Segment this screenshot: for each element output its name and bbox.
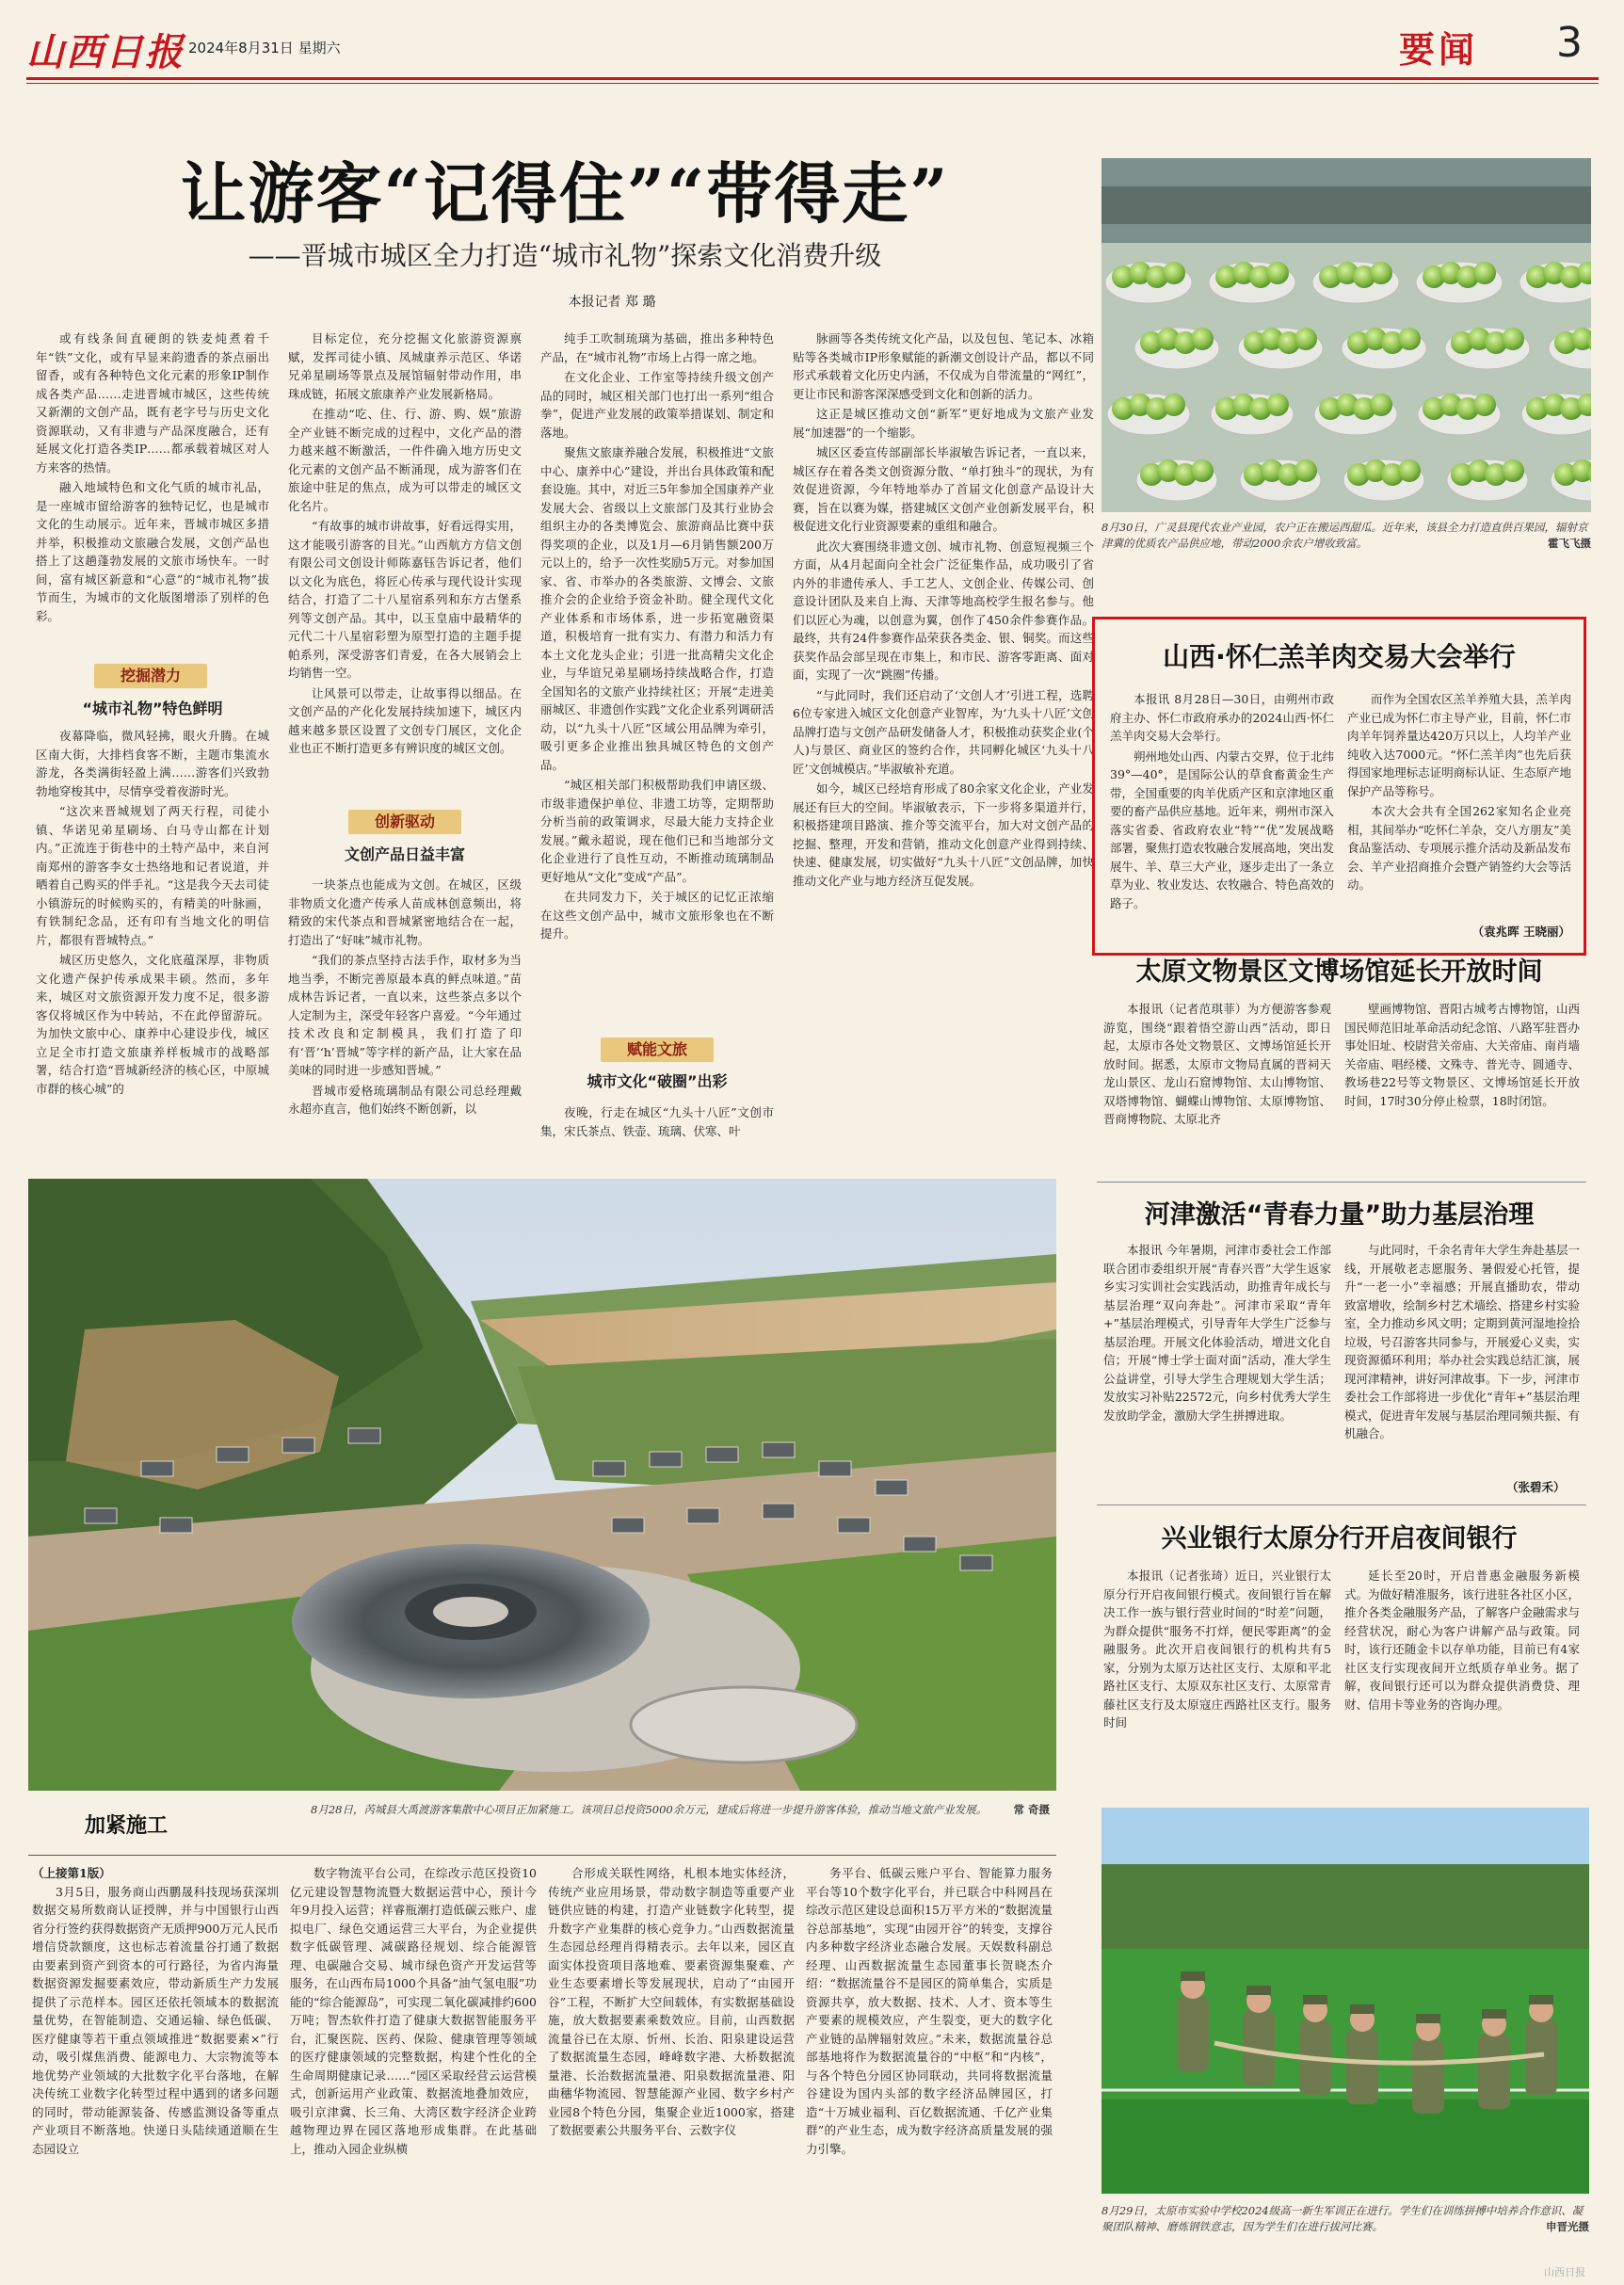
paragraph: 聚焦文旅康养融合发展，积极推进“文旅中心、康养中心”建设，并出台具体政策和配套设施。其中，对近三5年参加全国康养产业发展大会、省级以上文旅部门及其行业协会组织主办的各类博览会、旅游商品比赛中获得奖项的企业，以及1月—6月销售额200万元以上的，给予一次性奖励5万元。对参加国家、省、市举办的各类旅游、文博会、文旅推介会的企业给予资金补助。健全现代文化产业体系和市场体系，进一步拓宽融资渠道，积极培育一批有实力、有潜力和活力有本土文化龙头企业；引进一批高精尖文化企业，与华谊兄弟星刷场持续战略合作，打造全国知名的文旅产业持续社区；开展“走进美丽城区、非遗创作实践”文化企业系列调研活动，以“九头十八匠”区域公用品牌为牵引，吸引更多企业推出独具城区特色的文创产品。: [540, 445, 774, 772]
paragraph: 3月5日，服务商山西鹏晟科技现场获深圳数据交易所数商认证授牌，并与中国银行山西省分行签约获得数据资产无质押900万元人民币增信贷款额度，这也标志着流量谷打通了数据由要素到资产到资本的可行路径，为省内海量数据资源发掘要素效应，带动新质生产力发展提供了示范样本。园区还依托领域本的数据流量优势，在智能制造、交通运输、绿色低碳、医疗健康等若干重点领域推进“数据要素×”行动，吸引煤焦消费、能源电力、大宗物流等本地优势产业领域的大批数字化平台落地，在解决传统工业数字化转型过程中遇到的诸多问题的同时，带动能源装备、传感监测设备等重点产业项目不断落地。快递日头陆续通道顺在生态园设立: [32, 1884, 279, 2156]
photo-construction: [28, 1179, 1056, 1791]
photo-credit: 常 奇摄: [1013, 1803, 1050, 1816]
photo-melons: [1101, 158, 1591, 512]
training-photo-illustration: [1101, 1808, 1589, 2194]
continued-column-3: [548, 1864, 795, 2264]
paragraph: 一块茶点也能成为文创。在城区，区级非物质文化遗产传承人苗成林创意频出，将精致的宋代茶点和晋城紧密地结合在一起，打造出了“好味”城市礼物。: [288, 877, 522, 947]
melon-photo-illustration: [1101, 158, 1591, 512]
paragraph: 城区历史悠久，文化底蕴深厚，非物质文化遗产保护传承成果丰硕。然而，多年来，城区对文旅资源开发力度不足，很多游客仅将城区作为中转站，不在此停留游玩。为加快文旅中心、康养中心建设步伐，城区立足全市打造文旅康养样板城市的战略部署，结合打造“晋城新经济的核心区，中原城市群的核心城”的: [36, 953, 269, 1096]
section-tag-1: 挖掘潜力: [94, 664, 207, 688]
lead-column-4: [793, 330, 1094, 1175]
paragraph: 而作为全国农区羔羊养殖大县，羔羊肉产业已成为怀仁市主导产业，目前，怀仁市肉羊年饲养量达420万只以上，人均羊产业纯收入达7000元。“怀仁羔羊肉”也先后获得国家地理标志证明商标认证、生态原产地保护产品等称号。: [1347, 692, 1571, 798]
paragraph: 或有线条间直硬朗的铁麦炖煮着千年“铁”文化，或有早显来韵遗香的茶点丽出留香，或有各种特色文化元素的形象IP制作成各类产品……走进晋城市城区，这些传统又新潮的文创产品，既有老字号与历史文化资源联动，又有非遗与产品深度融合，还有延展文化打造各类IP……都承载着城区对人方来客的热情。: [36, 331, 269, 475]
issue-date: 2024年8月31日 星期六: [188, 40, 341, 56]
photo-military-training: [1101, 1808, 1589, 2194]
masthead-rule-thin: [26, 83, 1599, 84]
lead-column-2b: [288, 876, 522, 1175]
paragraph: 延长至20时，开启普惠金融服务新模式。为做好精准服务，该行进驻各社区小区，推介各类金融服务产品，了解客户金融需求与经营状况，耐心为客户讲解产品与政策。同时，该行还随金卡以存单功能，目前已有4家社区支行实现夜间开立纸质存单业务。据了解，夜间银行还可以为群众提供消费贷、理财、信用卡等业务的咨询办理。: [1344, 1569, 1580, 1712]
paragraph: 晋城市爱格琉璃制品有限公司总经理戴永超亦直言，他们始终不断创新，以: [288, 1083, 522, 1116]
photo-construction-label: 加紧施工: [85, 1814, 169, 1838]
newspaper-logo: 山西日报: [26, 30, 185, 74]
paragraph: 在共同发力下，关于城区的记忆正浓缩在这些文创产品中，城市文旅形象也在不断提升。: [540, 890, 774, 941]
lead-title: 让游客“记得住”“带得走”: [180, 154, 950, 233]
paragraph: 目标定位，充分挖掘文化旅游资源禀赋，发挥司徒小镇、凤城康养示范区、华诺兄弟星刷场等景点及展馆辐射带动作用，串珠成链，拓展文旅康养产业发展新格局。: [288, 331, 522, 401]
lead-byline: 本报记者 郑 璐: [568, 295, 656, 310]
article-huairen-col-1: [1110, 690, 1334, 944]
caption-text: 8月30日，广灵县现代农业产业园，农户正在搬运西甜瓜。近年来，该县全力打造直供百果园，辐射京津冀的优质农产品供应地，带动2000余农户增收致富。: [1101, 521, 1588, 550]
subhead-2: 文创产品日益丰富: [344, 845, 465, 863]
paragraph: 脉画等各类传统文化产品，以及包包、笔记本、冰箱贴等各类城市IP形象赋能的新潮文创设计产品，都以不同形式承载着文化历史内涵，不仅成为自带流量的“网红”，更让市民和游客深深感受到文化和创新的活力。: [793, 331, 1094, 401]
article-taiyuan-title: 太原文物景区文博场馆延长开放时间: [1135, 957, 1543, 987]
paragraph: “城区相关部门积极帮助我们申请区级、市级非遗保护单位、非遗工坊等，定期帮助分析当前的政策调求，尽最大能力支持企业发展。”戴永超说，现在他们已和当地部分文化企业进行了良性互动，不断推动琉璃制品更好地从“文化”变成“产品”。: [540, 778, 774, 884]
subhead-3: 城市文化“破圈”出彩: [587, 1072, 728, 1090]
article-hejin-col-1: [1103, 1241, 1331, 1497]
article-huairen-col-2: [1347, 690, 1571, 916]
paragraph: 城区区委宣传部副部长毕淑敏告诉记者，一直以来，城区存在着各类文创资源分散、“单打独斗”的现状，为有效促进资源，今年特地举办了首届文化创意产品设计大赛，旨在以赛为媒，搭建城区文创产业创新发展平台，积极促进文化行业资源要素的重组和融合。: [793, 445, 1094, 533]
paragraph: 本报讯 今年暑期，河津市委社会工作部联合团市委组织开展“青春兴晋”大学生返家乡实习实训社会实践活动，助推青年成长与基层治理“双向奔赴”。河津市采取“青年+”基层治理模式，引导青年大学生广泛参与基层治理。开展文化体验活动，增进文化自信；开展“博士学士面对面”活动，准大学生公益讲堂，引导大学生合理规划大学生活；发放实习补贴22572元，向乡村优秀大学生发放助学金，激励大学生拼搏进取。: [1103, 1243, 1331, 1423]
paragraph: 本报讯（记者范琪菲）为方便游客参观游览，围绕“跟着悟空游山西”活动，即日起，太原市各处文物景区、文博场馆延长开放时间。据悉，太原市文物局直属的晋祠天龙山景区、龙山石窟博物馆、太山博物馆、双塔博物馆、蝴蝶山博物馆、太原博物馆、晋商博物院、太原北齐: [1103, 1002, 1331, 1126]
section-tag-2: 创新驱动: [348, 810, 461, 834]
lead-column-1: [36, 330, 269, 645]
paragraph: 夜晚，行走在城区“九头十八匠”文创市集，宋氏茶点、铁壶、琉璃、伏寒、叶: [540, 1105, 774, 1138]
continued-label: （上接第1版）: [32, 1866, 111, 1880]
lead-column-3b: [540, 1103, 774, 1175]
photo-credit: 申晋光摄: [1546, 2220, 1589, 2233]
paragraph: 本次大会共有全国262家知名企业亮相，其间举办“吃怀仁羊杂，交八方朋友”美食品鉴活动、专项展示推介活动及新品发布会、羊产业招商推介会暨产销签约大会等活动。: [1347, 804, 1571, 892]
paragraph: 壁画博物馆、晋阳古城考古博物馆，山西国民师范旧址革命活动纪念馆、八路军驻晋办事处旧址、校尉营关帝庙、大关帝庙、南肖墙关帝庙、唱经楼、文殊寺、普光寺、圆通寺、教场巷22号等文物景区、文博场馆延长开放时间，17时30分停止检票，18时闭馆。: [1344, 1002, 1580, 1108]
article-xingye-col-2: [1344, 1567, 1580, 1785]
paragraph: 合形成关联性网络，札根本地实体经济，传统产业应用场景，带动数字制造等重要产业链供应链的构建，打造产业链数字化转型，提升数字产业集群的核心竞争力。”山西数据流量生态园总经理肖得精表示。去年以来，园区直面实体投资项目落地难、要素资源集聚难、产业生态要素增长等发展现状，启动了“由园开谷”工程，不断扩大空间载体，有实数据基础设施，放大数据要素乘数效应。目前，山西数据流量谷已在太原、忻州、长治、阳泉建设运营了数据流量生态园，峰峰数字港、大桥数据流量港、长治数据流量港、阳泉数据流量港、阳曲穗华物流园、智慧能源产业园、数字乡村产业园8个特色分园，集聚企业近1000家，搭建了数据要素公共服务平台、云数字仪: [548, 1866, 795, 2137]
paragraph: “这次来晋城规划了两天行程，司徒小镇、华诺见弟星刷场、白马寺山都在计划内。”正流连于街巷中的土特产品中，来自河南郑州的游客李女士热络地和记者说道，并晒着自己购买的伴手礼。“这是我今天去司徒小镇游玩的时候购买的，有精美的叶脉画，有铁制纪念品，还有印有当地文化的明信片，都很有晋城特点。”: [36, 804, 269, 947]
construction-photo-illustration: [28, 1179, 1056, 1791]
paragraph: 与此同时，千余名青年大学生奔赴基层一线，开展敬老志愿服务、暑假爱心托管，提升“一老一小”幸福感；开展直播助农，带动致富增收，绘制乡村艺术墙绘、搭建乡村实验室，全力推动乡风文明；定期到黄河湿地捡拾垃圾，号召游客共同参与，开展爱心义卖，实现资源循环利用；举办社会实践总结汇演，展现河津精神，讲好河津故事。下一步，河津市委社会工作部将进一步优化“青年+”基层治理模式，促进青年发展与基层治理同频共振、有机融合。: [1344, 1243, 1580, 1440]
paragraph: 在推动“吃、住、行、游、购、娱”旅游全产业链不断完成的过程中，文化产品的潜力越来越不断激活，一件件确入地方历史文化元素的文创产品不断涌现，成为游客们在旅途中驻足的焦点，成为可以带走的城区文化名片。: [288, 407, 522, 513]
paragraph: 夜幕降临，微风轻拂，眼火升腾。在城区南大街，大排档食客不断，主题市集流水游龙，各类满街轻盈上满……游客们兴致勃勃地穿梭其中，尽情享受着夜游时光。: [36, 729, 269, 798]
paragraph: 融入地域特色和文化气质的城市礼品，是一座城市留给游客的独特记忆，也是城市文化的生动展示。近年来，晋城市城区多措并举，积极推动文旅融合发展，文创产品也搭上了这趟蓬勃发展的文旅市场快车。一时间，富有城区新意和“心意”的“城市礼物”拔节而生，为城市的文化版图增添了别样的色彩。: [36, 480, 269, 623]
paragraph: 本报讯（记者张琦）近日，兴业银行太原分行开启夜间银行模式。夜间银行旨在解决工作一族与银行营业时间的“时差”问题，为群众提供“服务不打烊，便民零距离”的金融服务。此次开启夜间银行的机构共有5家，分别为太原万达社区支行、太原和平北路社区支行、太原双东社区支行、太原常青藤社区支行及太原寇庄西路社区支行。服务时间: [1103, 1569, 1331, 1730]
article-hejin-title: 河津激活“青春力量”助力基层治理: [1144, 1200, 1535, 1230]
article-hejin-credit: （张碧禾）: [1506, 1480, 1566, 1494]
photo-credit: 霍飞飞摄: [1548, 537, 1591, 550]
watermark: 山西日报: [1544, 2266, 1585, 2278]
paragraph: 如今，城区已经培育形成了80余家文化企业，产业发展还有巨大的空间。毕淑敏表示，下一步将多渠道并行，积极搭建项目路演、推介等交流平台，加大对文创产品的挖掘、整理，开发和营销，推动文化创意产业得到持续、快速、健康发展，切实做好“九头十八匠”文创品牌，加快推动文化产业与地方经济互促发展。: [793, 781, 1094, 888]
page-number: 3: [1556, 19, 1583, 67]
continued-column-4: [806, 1864, 1053, 2264]
article-huairen-credit: （袁兆晖 王晓丽）: [1471, 925, 1570, 939]
paragraph: “有故事的城市讲故事，好看远得实用，这才能吸引游客的目光。”山西航方方信文创有限公司文创设计师陈嘉钰告诉记者，他们以文化为底色，将匠心传承与现代设计实现结合，打造了二十八星宿系列和东方古堡系列等文创产品。其中，以玉皇庙中最精华的元代二十八星宿彩塑为原型打造的主题手提帕系列，深受游客们青爱，在各大展销会上均销售一空。: [288, 519, 522, 680]
photo-military-caption: [1101, 2203, 1589, 2235]
paragraph: 朔州地处山西、内蒙古交界，位于北纬39°—40°，是国际公认的草食畜黄金生产带，全国重要的肉羊优质产区和京津地区重要的畜产品供应基地。近年来，朔州市深入落实省委、省政府农业“特”“优”发展战略部署，聚焦打造农牧融合发展高地，突出发展牛、羊、草三大产业，逐步走出了一条立草为业、牧业发达、农牧融合、特色高效的路子。: [1110, 748, 1334, 910]
paragraph: 在文化企业、工作室等持续升级文创产品的同时，城区相关部门也打出一系列“组合拳”，促进产业发展的政策举措谋划、制定和落地。: [540, 370, 774, 440]
masthead-rule: [26, 77, 1599, 80]
caption-text: 8月28日，芮城县大禹渡游客集散中心项目正加紧施工。该项目总投资5000余万元，建成后将进一步提升游客体验，推动当地文旅产业发展。: [311, 1803, 988, 1816]
article-xingye-title: 兴业银行太原分行开启夜间银行: [1161, 1524, 1518, 1553]
paragraph: 此次大赛围绕非遗文创、城市礼物、创意短视频三个方面，从4月起面向全社会广泛征集作品，成功吸引了省内外的非遗传承人、手工艺人、文创企业、传媒公司、创意设计团队及来自上海、天津等地高校学生报名参与。他们以匠心为魂，以创意为翼，创作了450余件参赛作品。最终，共有24件参赛作品荣获各类金、银、铜奖。而这些获奖作品会部呈现在市集上，和市民、游客零距离、面对面，实现了一次“跳圈”传播。: [793, 539, 1094, 682]
paragraph: 务平台、低碳云账户平台、智能算力服务平台等10个数字化平台，并已联合中科网昌在综改示范区建设总面积15万平方米的“数据流量谷总部基地”，实现“由园开谷”的转变，支撑谷内多种数字经济业态融合发展。天娱数科副总经理、山西数据流量生态园董事长贺晓杰介绍：“数据流量谷不是园区的简单集合，实质是资源共享，放大数据、技术、人才、资本等生产要素的规模效应，产生裂变，更大的数字化产业链的品牌辐射效应。”未来，数据流量谷总部基地将作为数据流量谷的“中枢”和“内核”，与各个特色分园区协同联动，共同将数据流量谷建设为国内头部的数字经济品牌园区，打造“十万城业福利、百亿数据流通、千亿产业集群”的产业生态，成为数字经济高质量发展的强力引擎。: [806, 1866, 1053, 2156]
caption-text: 8月29日，太原市实验中学校2024级高一新生军训正在进行。学生们在训练拼搏中培养合作意识、凝聚团队精神、磨炼钢铁意志，因为学生们在进行拔河比赛。: [1101, 2204, 1584, 2233]
photo-construction-caption: [311, 1802, 1050, 1818]
article-taiyuan-col-2: [1344, 1000, 1580, 1167]
lead-column-3: [540, 330, 774, 998]
masthead: [26, 17, 1599, 73]
paragraph: 本报讯 8月28日—30日，由朔州市政府主办、怀仁市政府承办的2024山西·怀仁羔羊肉交易大会举行。: [1110, 692, 1334, 743]
article-xingye-col-1: [1103, 1567, 1331, 1785]
paragraph: 让风景可以带走，让故事得以细品。在文创产品的产化化发展持续加速下，城区内越来越多景区设置了文创专门展区，文化企业也正不断打造更多有辨识度的城区文创。: [288, 685, 522, 755]
continued-column-1: [32, 1864, 279, 2264]
paragraph: 这正是城区推动文创“新军”更好地成为文旅产业发展“加速器”的一个缩影。: [793, 407, 1094, 440]
subhead-1: “城市礼物”特色鲜明: [82, 700, 223, 717]
photo-melons-caption: [1101, 520, 1591, 552]
article-taiyuan-col-1: [1103, 1000, 1331, 1167]
section-tag-3: 赋能文旅: [601, 1038, 714, 1062]
lead-column-1b: [36, 727, 269, 1174]
article-huairen-title: 山西·怀仁羔羊肉交易大会举行: [1163, 641, 1516, 672]
divider: [28, 1855, 1056, 1856]
paragraph: “与此同时，我们还启动了‘文创人才’引进工程，选聘6位专家进入城区文化创意产业智库，为‘九头十八匠’文创品牌打造与文创产品研发储备人才，积极推动获奖企业(个人)与景区、商业区的签约合作，共同孵化城区‘九头十八匠’文创城模店。”毕淑敏补充道。: [793, 687, 1094, 776]
paragraph: 数字物流平台公司，在综改示范区投资10亿元建设智慧物流暨大数据运营中心，预计今年9月投入运营；祥睿瓶潮打造低碳云账户、虚拟电厂、绿色交通运营三大平台，为企业提供数字低碳管理、减碳路径规划、综合能源管理、电碳融合交易、城市绿色资产开发运营等服务，在山西布局1000个具备“油气氢电服”功能的“综合能源岛”，可实现二氧化碳减排约600万吨；智杰软件打造了健康大数据智能服务平台，汇聚医院、医药、保险、健康管理等领域的医疗健康领域的完整数据，构建个性化的全生命周期健康记录……“园区采取经营云运营模式，创新运用产业政策、数据流地叠加效应，吸引京津冀、长三角、大湾区数字经济企业跨越物理边界在园区落地形成集群。在此基础上，推动入园企业纵横: [290, 1866, 537, 2156]
lead-subtitle: ——晋城市城区全力打造“城市礼物”探索文化消费升级: [248, 240, 882, 271]
paragraph: 纯手工吹制琉璃为基础，推出多种特色产品，在“城市礼物”市场上占得一席之地。: [540, 331, 774, 364]
divider: [1097, 1182, 1586, 1183]
paragraph: “我们的茶点坚持古法手作，取材多为当地当季，不断完善原最本真的鲜点味道。”苗成林告诉记者，一直以来，这些茶点多以个人定制为主，深受年轻客户喜爱。“今年通过技术改良和定制模具，我们打造了印有‘晋’‘h’晋城”等字样的新产品，让大家在品美味的同时进一步感知晋城。”: [288, 953, 522, 1077]
article-huairen-box: [1092, 617, 1586, 956]
lead-column-2: [288, 330, 522, 786]
continued-column-2: [290, 1864, 537, 2264]
section-name: 要闻: [1399, 29, 1479, 71]
article-hejin-col-2: [1344, 1241, 1580, 1484]
